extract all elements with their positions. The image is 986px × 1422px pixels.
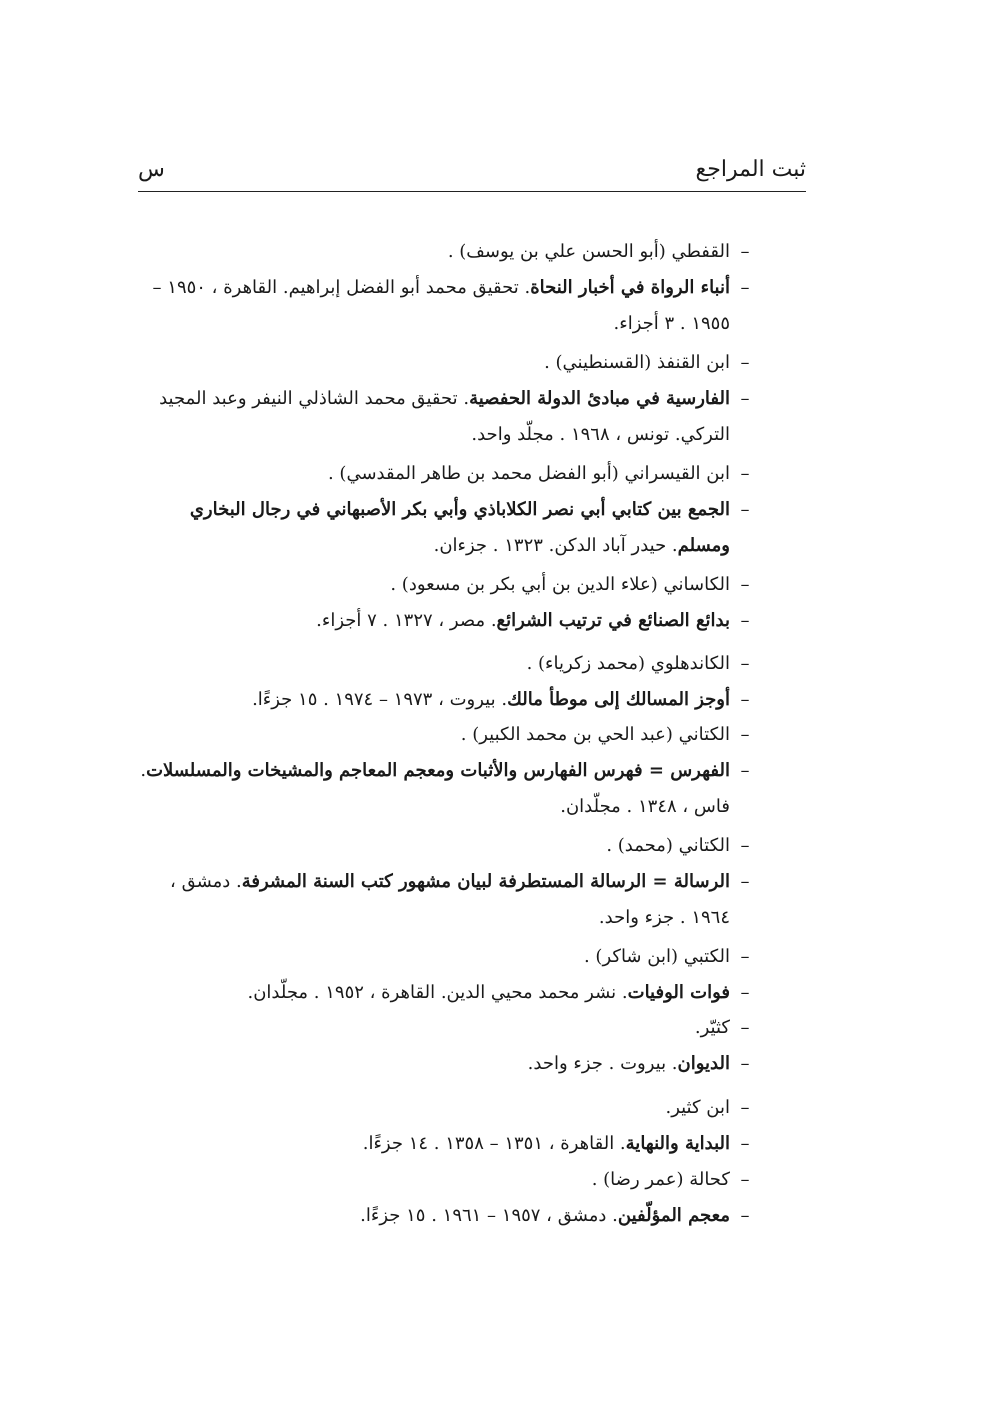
bibliography-entry xyxy=(138,828,760,936)
book-title: الفهرس = فهرس الفهارس والأثبات ومعجم المعاجم والمشيخات والمسلسلات xyxy=(146,760,730,781)
bibliography-entry xyxy=(138,939,760,1011)
entry-work: –أنباء الرواة في أخبار النحاة. تحقيق محمد أبو الفضل إبراهيم. القاهرة ، ١٩٥٠ – ١٩٥٥ . ٣ أجزاء. xyxy=(152,277,750,334)
entry-author: –ابن القيسراني (أبو الفضل محمد بن طاهر المقدسي) . xyxy=(327,463,750,484)
book-details: . دمشق ، ١٩٦٤ . جزء واحد. xyxy=(170,871,730,928)
book-details: . نشر محمد محيي الدين. القاهرة ، ١٩٥٢ . مجلّدان. xyxy=(247,982,628,1003)
book-details: . حيدر آباد الدكن. ١٣٢٣ . جزءان. xyxy=(433,535,678,556)
bibliography-entry xyxy=(138,345,760,453)
book-details: . مصر ، ١٣٢٧ . ٧ أجزاء. xyxy=(316,610,497,631)
book-details: . تحقيق محمد الشاذلي النيفر وعبد المجيد التركي. تونس ، ١٩٦٨ . مجلّد واحد. xyxy=(159,388,730,445)
book-title: الجمع بين كتابي أبي نصر الكلاباذي وأبي بكر الأصبهاني في رجال البخاري ومسلم xyxy=(189,499,730,556)
entry-author: –كحالة (عمر رضا) . xyxy=(591,1169,750,1190)
entry-author: –الكاساني (علاء الدين بن أبي بكر بن مسعود) . xyxy=(390,574,750,595)
entry-work: –الفارسية في مبادئ الدولة الحفصية. تحقيق محمد الشاذلي النيفر وعبد المجيد التركي. تونس ، ١٩٦٨ . مجلّد واحد. xyxy=(159,388,750,445)
entry-author: –الكتاني (عبد الحي بن محمد الكبير) . xyxy=(460,724,750,745)
page-header xyxy=(138,152,806,188)
book-title: أنباء الرواة في أخبار النحاة xyxy=(530,277,730,298)
book-title: الديوان xyxy=(677,1053,730,1074)
entry-work: –فوات الوفيات. نشر محمد محيي الدين. القاهرة ، ١٩٥٢ . مجلّدان. xyxy=(247,982,750,1003)
bibliography-entry xyxy=(138,646,760,718)
book-details: . فاس ، ١٣٤٨ . مجلّدان. xyxy=(140,760,730,817)
book-details: . دمشق ، ١٩٥٧ – ١٩٦١ . ١٥ جزءًا. xyxy=(360,1205,618,1226)
running-title: ثبت المراجع xyxy=(695,157,806,182)
book-title: بدائع الصنائع في ترتيب الشرائع xyxy=(496,610,730,631)
entry-author: –الكتاني (محمد) . xyxy=(606,835,750,856)
book-title: فوات الوفيات xyxy=(627,982,730,1003)
entry-author: –الكتبي (ابن شاكر) . xyxy=(583,946,750,967)
entry-work: –بدائع الصنائع في ترتيب الشرائع. مصر ، ١٣٢٧ . ٧ أجزاء. xyxy=(316,610,750,631)
entry-work: –الجمع بين كتابي أبي نصر الكلاباذي وأبي بكر الأصبهاني في رجال البخاري ومسلم. حيدر آباد الدكن. ١٣٢٣ . جزءان. xyxy=(189,499,750,556)
bibliography-entry xyxy=(138,1010,760,1082)
book-title: أوجز المسالك إلى موطأ مالك xyxy=(507,689,730,710)
book-details: . بيروت ، ١٩٧٣ – ١٩٧٤ . ١٥ جزءًا. xyxy=(252,689,508,710)
bibliography-entry xyxy=(138,1090,760,1162)
entry-author: –الكاندهلوي (محمد زكرياء) . xyxy=(526,653,750,674)
page-number: س xyxy=(138,157,165,182)
book-title: الفارسية في مبادئ الدولة الحفصية xyxy=(469,388,730,409)
bibliography-entry xyxy=(138,717,760,825)
book-title: معجم المؤلّفين xyxy=(617,1205,730,1226)
entry-work: –الديوان. بيروت . جزء واحد. xyxy=(527,1053,750,1074)
bibliography-entry xyxy=(138,234,760,342)
book-title: الرسالة = الرسالة المستطرفة لبيان مشهور كتب السنة المشرفة xyxy=(241,871,730,892)
entry-author: –ابن القنفذ (القسنطيني) . xyxy=(544,352,750,373)
bibliography-entry xyxy=(138,567,760,639)
entry-author: –القفطي (أبو الحسن علي بن يوسف) . xyxy=(447,241,750,262)
entry-work: –البداية والنهاية. القاهرة ، ١٣٥١ – ١٣٥٨ . ١٤ جزءًا. xyxy=(362,1133,750,1154)
entry-author: –كثيّر. xyxy=(694,1017,750,1038)
entry-work: –أوجز المسالك إلى موطأ مالك. بيروت ، ١٩٧٣ – ١٩٧٤ . ١٥ جزءًا. xyxy=(252,689,750,710)
entry-author: –ابن كثير. xyxy=(665,1097,750,1118)
entry-work: –الفهرس = فهرس الفهارس والأثبات ومعجم المعاجم والمشيخات والمسلسلات. فاس ، ١٣٤٨ . مجلّدان. xyxy=(140,760,750,817)
book-details: . بيروت . جزء واحد. xyxy=(527,1053,678,1074)
entry-work: –معجم المؤلّفين. دمشق ، ١٩٥٧ – ١٩٦١ . ١٥ جزءًا. xyxy=(360,1205,750,1226)
bibliography-entry xyxy=(138,1162,760,1234)
book-details: . تحقيق محمد أبو الفضل إبراهيم. القاهرة ، ١٩٥٠ – ١٩٥٥ . ٣ أجزاء. xyxy=(152,277,730,334)
bibliography-entry xyxy=(138,456,760,564)
book-details: . القاهرة ، ١٣٥١ – ١٣٥٨ . ١٤ جزءًا. xyxy=(362,1133,626,1154)
book-title: البداية والنهاية xyxy=(625,1133,730,1154)
header-rule xyxy=(138,191,806,192)
entry-work: –الرسالة = الرسالة المستطرفة لبيان مشهور كتب السنة المشرفة. دمشق ، ١٩٦٤ . جزء واحد. xyxy=(170,871,750,928)
